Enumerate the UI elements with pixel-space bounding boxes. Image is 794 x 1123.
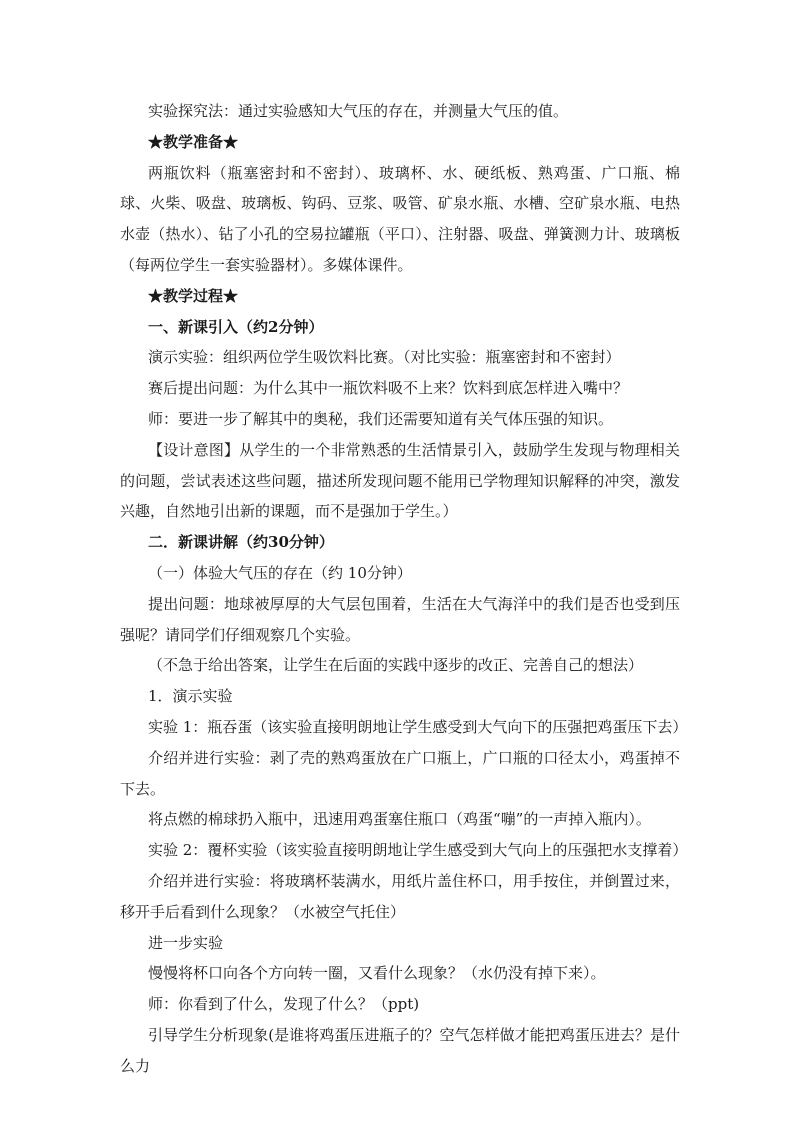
note-paragraph: （不急于给出答案，让学生在后面的实践中逐步的改正、完善自己的想法） [148,656,644,675]
materials-paragraph: 两瓶饮料（瓶塞密封和不密封）、玻璃杯、水、硬纸板、熟鸡蛋、广口瓶、棉球、火柴、吸盘、玻璃板、钩码、豆浆、吸管、矿泉水瓶、水槽、空矿泉水瓶、电热水壶（热水）、钻了小孔的空易拉罐瓶（平口）、注射器、吸盘、弹簧测力计、玻璃板（每两位学生一套实验器材）。多媒体课件。 [120,163,680,274]
demo-paragraph: 演示实验：组织两位学生吸饮料比赛。（对比实验：瓶塞密封和不密封） [148,348,621,367]
subheading-introduction: 一、新课引入（约2分钟） [148,317,324,336]
teacher-question-paragraph: 师：你看到了什么，发现了什么？（ppt) [148,995,420,1014]
experiment-2-paragraph: 实验 2：覆杯实验（该实验直接明朗地让学生感受到大气向上的压强把水支撑着） [148,841,688,860]
guide-analysis-paragraph: 引导学生分析现象(是谁将鸡蛋压进瓶子的？空气怎样做才能把鸡蛋压进去？是什么力 [120,1025,680,1075]
teacher-paragraph: 师：要进一步了解其中的奥秘，我们还需要知道有关气体压强的知识。 [148,409,614,428]
section-heading-preparation: ★教学准备★ [148,132,239,151]
further-experiment-heading: 进一步实验 [148,933,224,952]
demo-heading: 1．演示实验 [148,687,233,706]
experiment-1-intro: 介绍并进行实验：剥了壳的熟鸡蛋放在广口瓶上，广口瓶的口径太小，鸡蛋掉不下去。 [120,748,680,798]
subheading-experience: （一）体验大气压的存在（约 10分钟） [148,563,412,582]
experiment-1-step: 将点燃的棉球扔入瓶中，迅速用鸡蛋塞住瓶口（鸡蛋“嘣”的一声掉入瓶内）。 [148,810,651,829]
experiment-2-intro: 介绍并进行实验：将玻璃杯装满水，用纸片盖住杯口，用手按住，并倒置过来，移开手后看到什么现象？（水被空气托住） [120,871,680,921]
problem-paragraph: 提出问题：地球被厚厚的大气层包围着，生活在大气海洋中的我们是否也受到压强呢？请同学们仔细观察几个实验。 [120,594,680,644]
question-paragraph: 赛后提出问题：为什么其中一瓶饮料吸不上来？饮料到底怎样进入嘴中？ [148,379,629,398]
document-page [120,96,688,1086]
design-intent-paragraph: 【设计意图】从学生的一个非常熟悉的生活情景引入，鼓励学生发现与物理相关的问题，尝试表述这些问题，描述所发现问题不能用已学物理知识解释的冲突，激发兴趣，自然地引出新的课题，而不是强加于学生。） [120,440,680,521]
method-paragraph: 实验探究法：通过实验感知大气压的存在，并测量大气压的值。 [148,102,569,120]
subheading-new-lesson: 二．新课讲解（约30分钟） [148,533,334,552]
experiment-1-paragraph: 实验 1：瓶吞蛋（该实验直接明朗地让学生感受到大气向下的压强把鸡蛋压下去） [148,717,688,736]
section-heading-process: ★教学过程★ [148,286,239,305]
further-experiment-paragraph: 慢慢将杯口向各个方向转一圈，又看什么现象？（水仍没有掉下来）。 [148,964,606,983]
